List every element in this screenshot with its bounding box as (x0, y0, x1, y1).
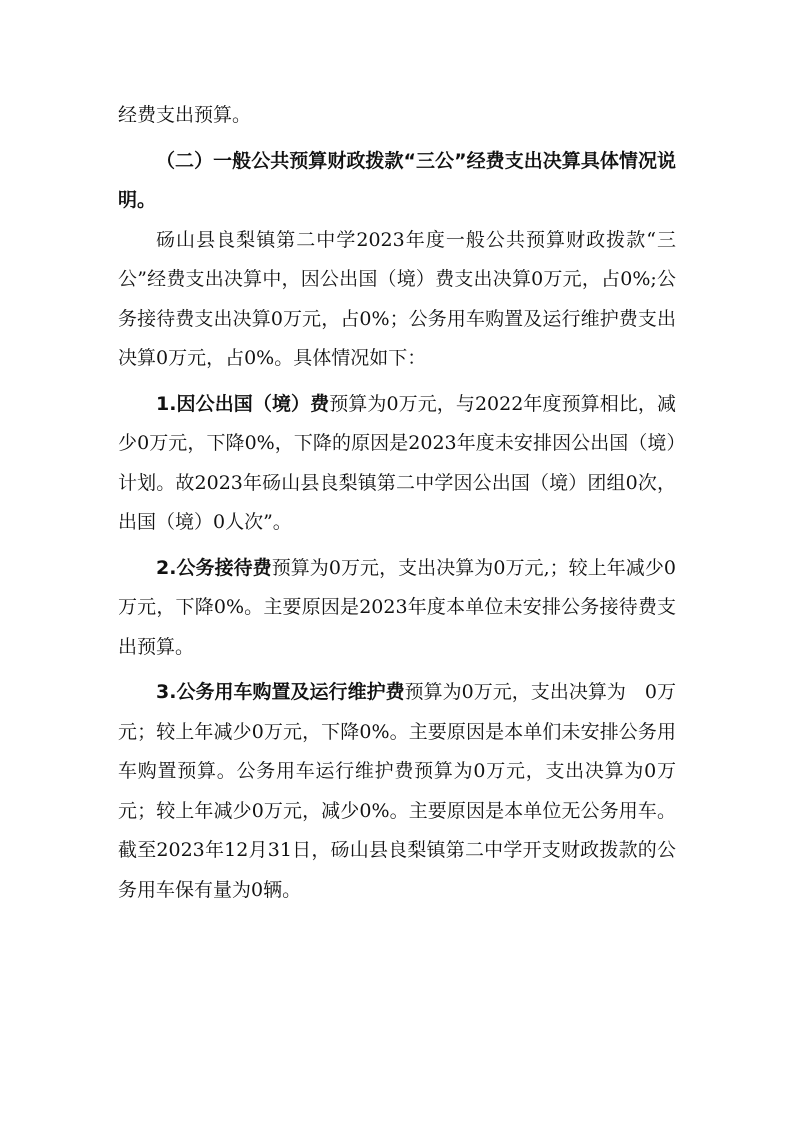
item-2-paragraph (118, 549, 676, 668)
item-3-body: 预算为0万元，支出决算为 0万元；较上年减少0万元，下降0%。主要原因是本单们未安排公务用车购置预算。公务用车运行维护费预算为0万元，支出决算为0万元；较上年减少0万元，减少0%。主要原因是本单位无公务用车。截至2023年12月31日，砀山县良梨镇第二中学开支财政拨款的公务用车保有量为0辆。 (118, 681, 676, 901)
section-heading: （二）一般公共预算财政拨款“三公”经费支出决算具体情况说明。 (118, 149, 676, 211)
item-3-lead: 3.公务用车购置及运行维护费 (156, 681, 405, 703)
item-1-lead: 1.因公出国（境）费 (156, 392, 330, 415)
intro-tail-text: 经费支出预算。 (118, 104, 252, 126)
summary-paragraph: 砀山县良梨镇第二中学2023年度一般公共预算财政拨款“三公”经费支出决算中，因公出国（境）费支出决算0万元，占0%;公务接待费支出决算0万元，占0%；公务用车购置及运行维护费支出决算0万元，占0%。具体情况如下： (118, 228, 676, 369)
item-3-paragraph (118, 673, 676, 910)
document-page (118, 96, 676, 910)
item-2-body: 预算为0万元，支出决算为0万元,；较上年减少0万元，下降0%。主要原因是2023年度本单位未安排公务接待费支出预算。 (118, 556, 676, 658)
item-2-lead: 2.公务接待费 (156, 556, 272, 579)
item-1-paragraph (118, 385, 676, 543)
item-1-body: 预算为0万元，与2022年度预算相比，减少0万元，下降0%，下降的原因是2023年度未安排因公出国（境）计划。故2023年砀山县良梨镇第二中学因公出国（境）团组0次，出国（境）0人次”。 (118, 392, 676, 533)
